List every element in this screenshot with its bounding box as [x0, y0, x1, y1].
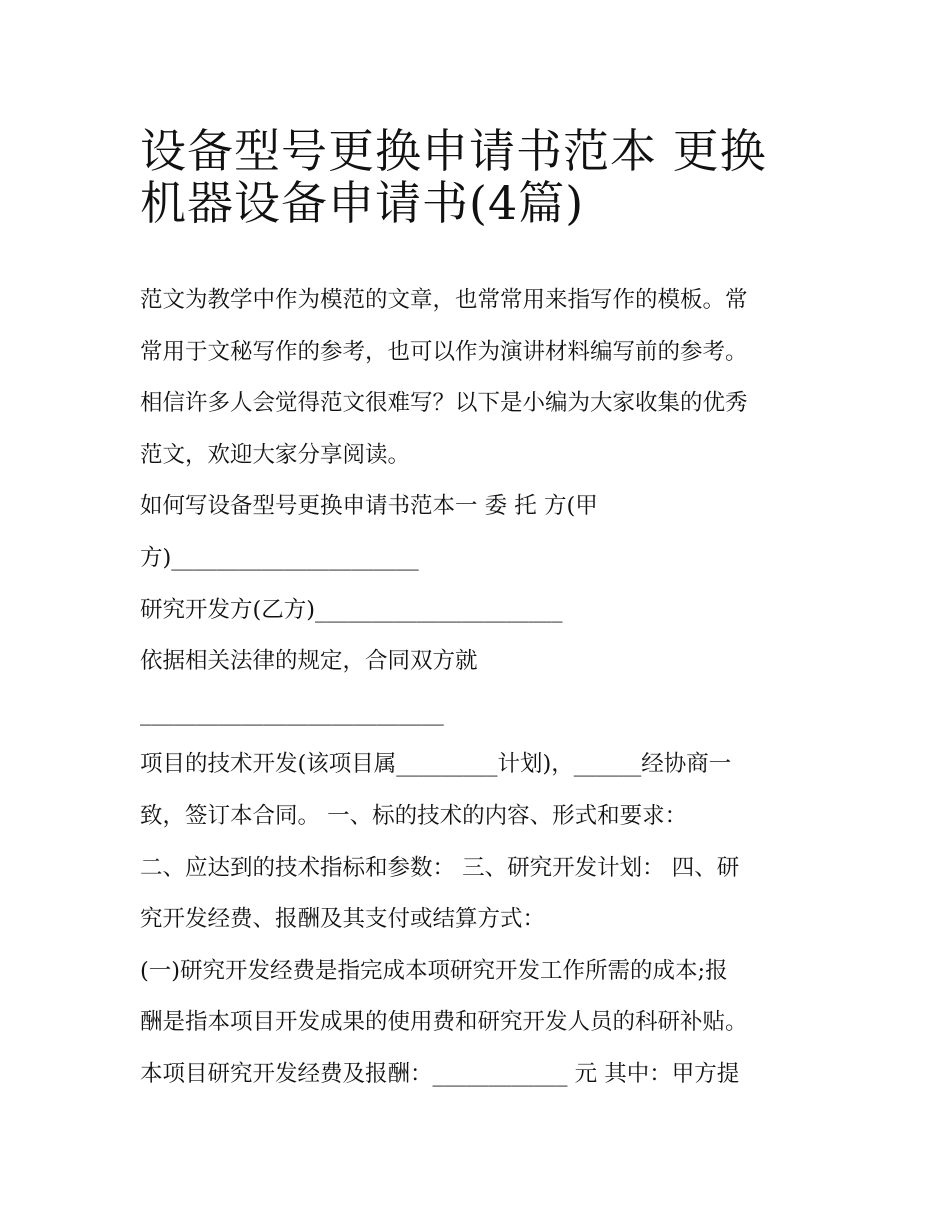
body-line: ___________________________: [140, 699, 444, 726]
document-title: [140, 114, 820, 230]
title-line: 设备型号更换申请书范本 更换: [140, 124, 767, 178]
body-line: 范文为教学中作为模范的文章，也常常用来指写作的模板。常: [140, 287, 748, 313]
document-body: [140, 275, 815, 1101]
body-line: 二、应达到的技术指标和参数： 三、研究开发计划： 四、研: [140, 854, 740, 881]
body-line: 方)______________________: [140, 544, 419, 571]
body-line: 酬是指本项目开发成果的使用费和研究开发人员的科研补贴。: [140, 1009, 748, 1036]
body-line: 相信许多人会觉得范文很难写？以下是小编为大家收集的优秀: [140, 390, 748, 417]
body-line: 范文，欢迎大家分享阅读。: [140, 441, 411, 468]
body-line: 依据相关法律的规定，合同双方就: [140, 648, 478, 675]
body-line: 究开发经费、报酬及其支付或结算方式：: [140, 906, 546, 933]
body-line: 致，签订本合同。 一、标的技术的内容、形式和要求：: [140, 802, 688, 829]
body-line: 如何写设备型号更换申请书范本一 委 托 方(甲: [140, 493, 598, 520]
title-line: 机器设备申请书(4篇): [140, 175, 585, 230]
body-line: 研究开发方(乙方)______________________: [140, 596, 563, 623]
body-line: 项目的技术开发(该项目属_________计划)，______经协商一: [140, 751, 732, 778]
body-line: (一)研究开发经费是指完成本项研究开发工作所需的成本;报: [140, 957, 728, 984]
body-line: 常用于文秘写作的参考，也可以作为演讲材料编写前的参考。: [140, 338, 748, 365]
body-line: 本项目研究开发经费及报酬：____________ 元 其中：甲方提: [140, 1060, 740, 1087]
